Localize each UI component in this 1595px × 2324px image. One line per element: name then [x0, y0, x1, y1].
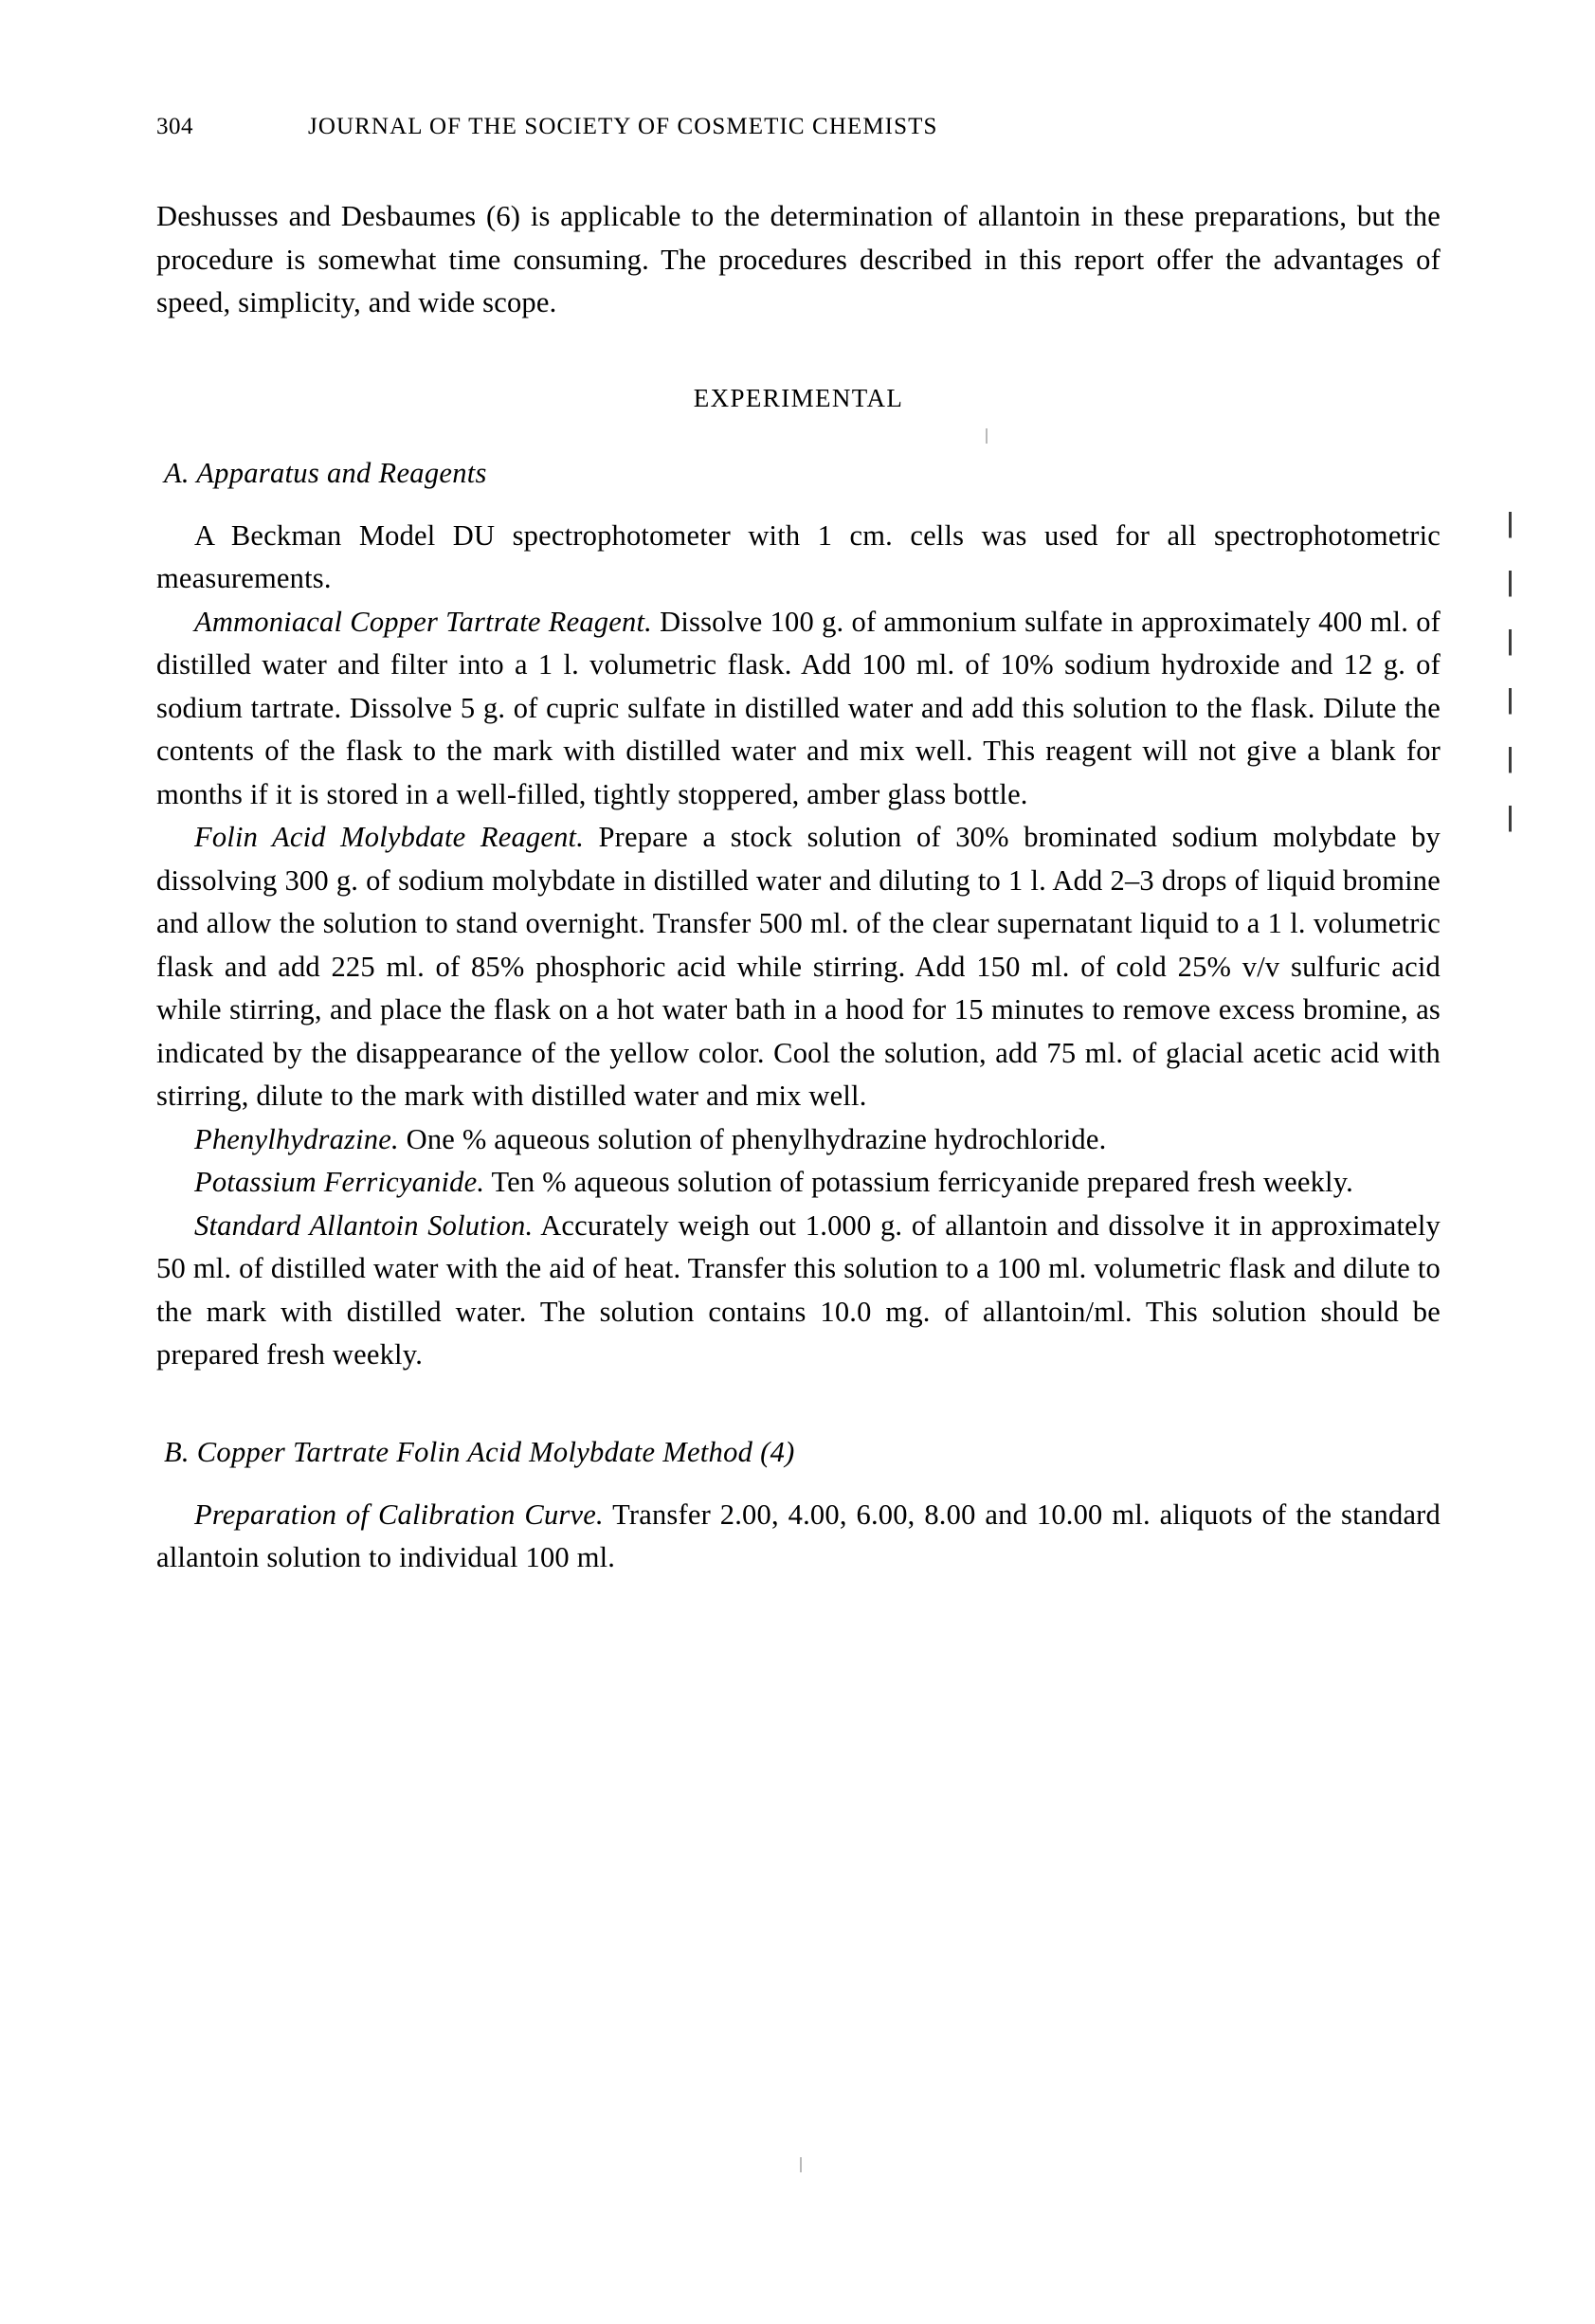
- reagent-text-standard-allantoin: Accurately weigh out 1.000 g. of allantoin and dissolve it in approximately 50 ml. of distilled water with the aid of heat. Transfer this solution to a 100 ml. volumetric flask and dilute to the mark with distilled water. The solution contains 10.0 mg. of allantoin/ml. This solution should be prepared fresh weekly.: [156, 1208, 1441, 1371]
- reagent-text-ammoniacal: Dissolve 100 g. of ammonium sulfate in approximately 400 ml. of distilled water and filter into a 1 l. volumetric flask. Add 100 ml. of 10% sodium hydroxide and 12 g. of sodium tartrate. Dissolve 5 g. of cupric sulfate in distilled water and add this solution to the flask. Dilute the contents of the flask to the mark with distilled water and mix well. This reagent will not give a blank for months if it is stored in a well-filled, tightly stoppered, amber glass bottle.: [156, 605, 1441, 810]
- subsection-heading-b: B. Copper Tartrate Folin Acid Molybdate Method (4): [164, 1435, 795, 1468]
- paragraph-intro: Deshusses and Desbaumes (6) is applicable to the determination of allantoin in these preparations, but the procedure is somewhat time consuming. The procedures described in this report offer the advantages of speed, simplicity, and wide scope.: [156, 200, 1441, 318]
- paragraph-reagent-phenylhydrazine: [156, 1118, 1441, 1162]
- reagent-text-phenylhydrazine: One % aqueous solution of phenylhydrazine hydrochloride.: [398, 1122, 1107, 1155]
- reagent-label-folin: Folin Acid Molybdate Reagent.: [194, 821, 585, 853]
- paragraph-reagent-folin: [156, 816, 1441, 1118]
- section-heading-experimental: EXPERIMENTAL: [693, 383, 904, 412]
- page-content: [156, 114, 1441, 1580]
- paragraph-beckman: A Beckman Model DU spectrophotometer with 1 cm. cells was used for all spectrophotometric measurements.: [156, 518, 1441, 594]
- spacer: [156, 325, 1441, 384]
- registration-tick-top: [986, 428, 988, 444]
- spacer: [156, 490, 1441, 515]
- subsection-heading-a: A. Apparatus and Reagents: [164, 456, 487, 489]
- running-head: [156, 114, 1441, 140]
- paragraph-reagent-ferricyanide: [156, 1161, 1441, 1205]
- reagent-label-ferricyanide: Potassium Ferricyanide.: [194, 1166, 485, 1198]
- journal-title: JOURNAL OF THE SOCIETY OF COSMETIC CHEMISTS: [308, 114, 938, 139]
- spacer: [156, 413, 1441, 457]
- spacer: [156, 1377, 1441, 1436]
- margin-dotted-rule: [1509, 512, 1512, 848]
- reagent-label-standard-allantoin: Standard Allantoin Solution.: [194, 1208, 534, 1242]
- reagent-text-ferricyanide: Ten % aqueous solution of potassium ferricyanide prepared fresh weekly.: [484, 1166, 1353, 1198]
- procedure-text-calibration: Transfer 2.00, 4.00, 6.00, 8.00 and 10.00 ml. aliquots of the standard allantoin solution to individual 100 ml.: [156, 1498, 1441, 1573]
- reagent-label-phenylhydrazine: Phenylhydrazine.: [194, 1122, 399, 1155]
- reagent-text-folin: Prepare a stock solution of 30% brominated sodium molybdate by dissolving 300 g. of sodium molybdate in distilled water and diluting to 1 l. Add 2–3 drops of liquid bromine and allow the solution to stand overnight. Transfer 500 ml. of the clear supernatant liquid to a 1 l. volumetric flask and add 225 ml. of 85% phosphoric acid while stirring. Add 150 ml. of cold 25% v/v sulfuric acid while stirring, and place the flask on a hot water bath in a hood for 15 minutes to remove excess bromine, as indicated by the disappearance of the yellow color. Cool the solution, add 75 ml. of glacial acetic acid with stirring, dilute to the mark with distilled water and mix well.: [156, 821, 1441, 1112]
- paragraph-reagent-standard-allantoin: [156, 1205, 1441, 1377]
- page-number: 304: [156, 114, 193, 139]
- procedure-label-calibration: Preparation of Calibration Curve.: [194, 1498, 604, 1531]
- paragraph-calibration-curve: [156, 1494, 1441, 1580]
- paragraph-reagent-ammoniacal: [156, 601, 1441, 817]
- reagent-label-ammoniacal: Ammoniacal Copper Tartrate Reagent.: [194, 605, 652, 638]
- registration-tick-bottom: [800, 2157, 802, 2172]
- spacer: [156, 1469, 1441, 1494]
